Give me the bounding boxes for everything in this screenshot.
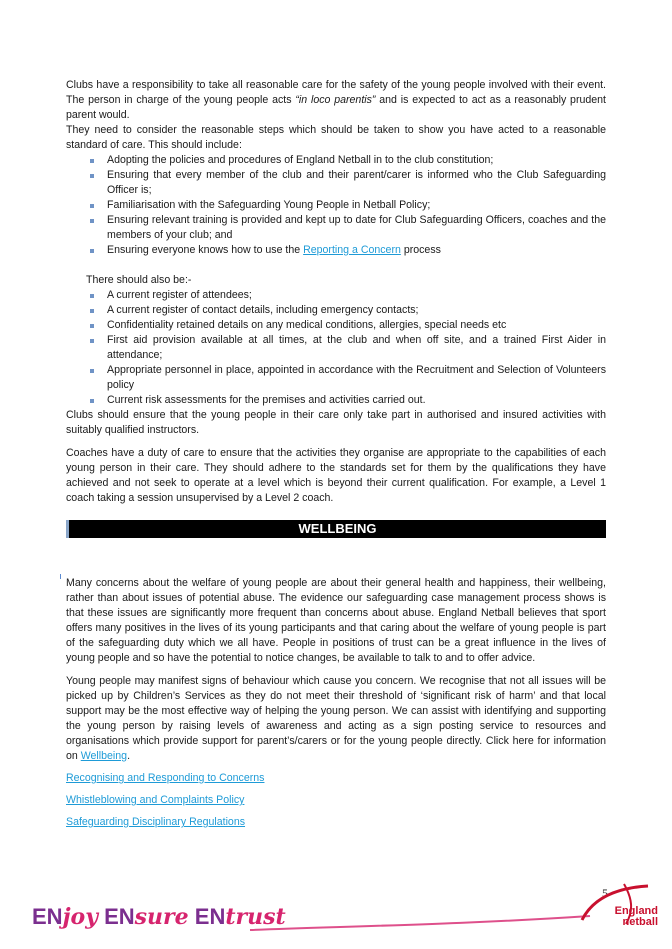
list-reasonable-steps	[66, 153, 606, 258]
margin-mark	[60, 574, 61, 579]
list-item: Appropriate personnel in place, appointed in accordance with the Recruitment and Selection of Volunteers policy	[66, 363, 606, 393]
there-should-also-be: There should also be:-	[86, 274, 192, 286]
whistleblowing-link[interactable]: Whistleblowing and Complaints Policy	[66, 794, 245, 806]
list-item: Ensuring relevant training is provided and kept up to date for Club Safeguarding Officers, coaches and the members of your club; and	[66, 213, 606, 243]
paragraph-authorised-activities: Clubs should ensure that the young people in their care only take part in authorised and insured activities with suitably qualified instructors.	[66, 409, 606, 436]
latin-phrase: “in loco parentis”	[295, 94, 376, 106]
list-item: Ensuring everyone knows how to use the Reporting a Concern process	[66, 243, 606, 258]
link-line	[66, 815, 606, 830]
list-item: A current register of contact details, including emergency contacts;	[66, 303, 606, 318]
paragraph-duty-of-care: Clubs have a responsibility to take all reasonable care for the safety of the young people involved with their event. The person in charge of the young people acts “in loco parentis” and is expected to act as a reasonably prudent parent would.	[66, 79, 606, 121]
wellbeing-heading: WELLBEING	[66, 520, 606, 538]
list-item: First aid provision available at all times, at the club and when off site, and a trained First Aider in attendance;	[66, 333, 606, 363]
list-item: Adopting the policies and procedures of England Netball in to the club constitution;	[66, 153, 606, 168]
list-item: Familiarisation with the Safeguarding Young People in Netball Policy;	[66, 198, 606, 213]
paragraph-wellbeing-support: Young people may manifest signs of behaviour which cause you concern. We recognise that not all issues will be picked up by Children’s Services as they do not meet their threshold of ‘significant risk of harm’ and that local support may be the most effective way of helping the young person. We can assist with identifying and supporting the young person by raising levels of awareness and acting as a sign posting service to resources and organisations which provide support for parent’s/carers or for the young people directly. Click here for information on Wellbeing.	[66, 675, 606, 762]
logo-text: England netball	[614, 905, 658, 928]
paragraph-coaches-duty: Coaches have a duty of care to ensure that the activities they organise are appropriate to the capabilities of each young person in their care. They should adhere to the standards set for them by the qualifications they have achieved and not seek to operate at a level which is beyond their current qualification. For example, a Level 1 coach taking a session unsupervised by a Level 2 coach.	[66, 447, 606, 504]
paragraph-reasonable-steps: They need to consider the reasonable steps which should be taken to show you have acted to a reasonable standard of care. This should include:	[66, 124, 606, 151]
link-line	[66, 771, 606, 786]
disciplinary-regulations-link[interactable]: Safeguarding Disciplinary Regulations	[66, 816, 246, 828]
recognising-responding-link[interactable]: Recognising and Responding to Concerns	[66, 772, 265, 784]
footer-slogan: ENjoy ENsure ENtrust	[32, 904, 286, 930]
document-body	[66, 78, 606, 830]
heading-spacer	[66, 538, 606, 576]
wellbeing-link[interactable]: Wellbeing	[80, 750, 128, 762]
list-item: Confidentiality retained details on any medical conditions, allergies, special needs etc	[66, 318, 606, 333]
list-requirements	[66, 288, 606, 408]
list-item: Ensuring that every member of the club and their parent/carer is informed who the Club Safeguarding Officer is;	[66, 168, 606, 198]
reporting-a-concern-link[interactable]: Reporting a Concern	[303, 244, 401, 256]
list-item: A current register of attendees;	[66, 288, 606, 303]
link-line	[66, 793, 606, 808]
page-number: 5	[602, 886, 608, 900]
list-item: Current risk assessments for the premises and activities carried out.	[66, 393, 606, 408]
paragraph-wellbeing-concerns: Many concerns about the welfare of young people are about their general health and happiness, their wellbeing, rather than about issues of potential abuse. The evidence our safeguarding case management process shows is that these issues are significantly more frequent than concerns about abuse. England Netball believes that sport offers many positives in the lives of its young participants and that caring about the welfare of young people is part of the safeguarding duty which we all have. People in positions of trust can be a great influence in the lives of young people and so have the potential to notice changes, be available to talk to and to offer advice.	[66, 577, 606, 664]
